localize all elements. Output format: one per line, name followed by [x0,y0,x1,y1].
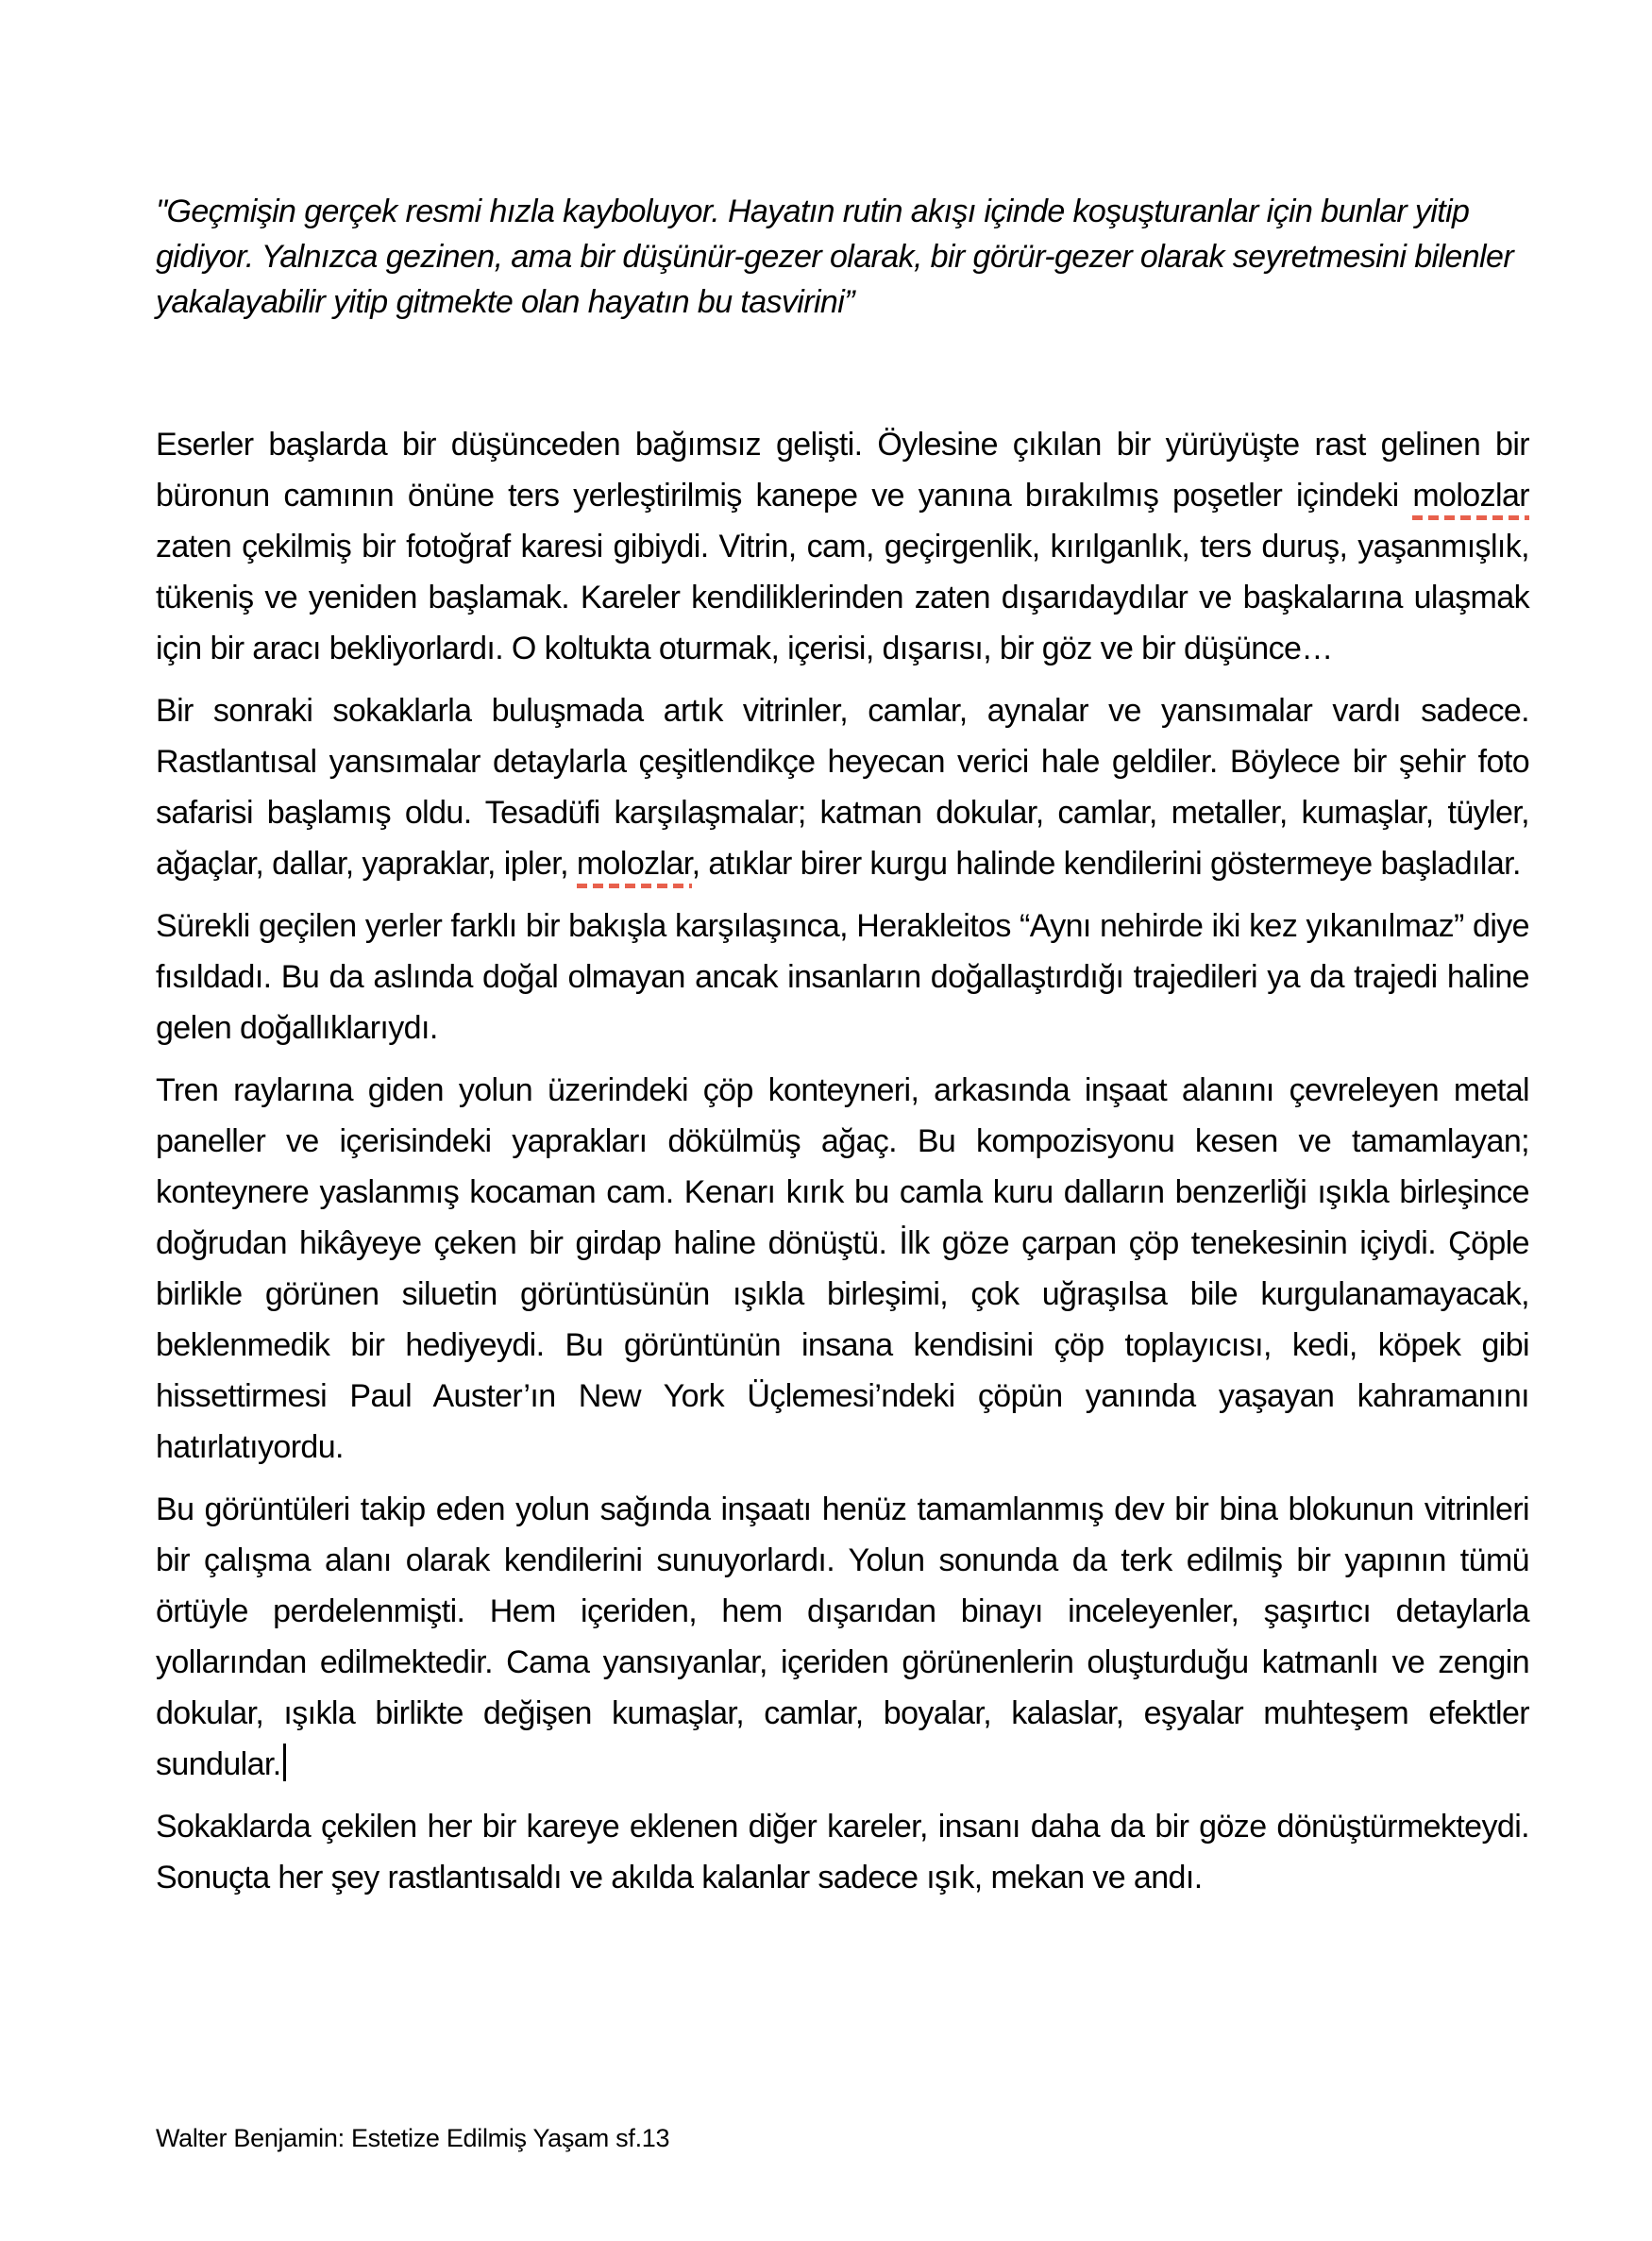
paragraph-4-text: Tren raylarına giden yolun üzerindeki çöp konteyneri, arkasında inşaat alanını çevreleyen metal paneller ve içerisindeki yaprakları dökülmüş ağaç. Bu kompozisyonu kesen ve tamamlayan; konteynere yaslanmış kocaman cam. Kenarı kırık bu camla kuru dalların benzerliği ışıkla birleşince doğrudan hikâyeye çeken bir girdap haline dönüştü. İlk göze çarpan çöp tenekesinin içiydi. Çöple birlikle görünen siluetin görüntüsünün ışıkla birleşimi, çok uğraşılsa bile kurgulanamayacak, beklenmedik bir hediyeydi. Bu görüntünün insana kendisini çöp toplayıcısı, kedi, köpek gibi hissettirmesi Paul Auster’ın New York Üçlemesi’ndeki çöpün yanında yaşayan kahramanını hatırlatıyordu. [156,1072,1529,1465]
paragraph-5[interactable] [156,1484,1529,1790]
footnote-citation[interactable]: Walter Benjamin: Estetize Edilmiş Yaşam sf.13 [156,2124,670,2152]
text-cursor-caret [283,1744,286,1781]
paragraph-2-text-before: Bir sonraki sokaklarla buluşmada artık vitrinler, camlar, aynalar ve yansımalar vardı sadece. Rastlantısal yansımalar detaylarla çeşitlendikçe heyecan verici hale geldiler. Böylece bir şehir foto safarisi başlamış oldu. Tesadüfi karşılaşmalar; katman dokular, camlar, metaller, kumaşlar, tüyler, ağaçlar, dallar, yapraklar, ipler, [156,693,1529,882]
paragraph-1-text-before: Eserler başlarda bir düşünceden bağımsız gelişti. Öylesine çıkılan bir yürüyüşte rast gelinen bir büronun camının önüne ters yerleştirilmiş kanepe ve yanına bırakılmış poşetler içindeki [156,427,1529,514]
paragraph-4[interactable] [156,1065,1529,1473]
paragraph-5-text: Bu görüntüleri takip eden yolun sağında inşaatı henüz tamamlanmış dev bir bina blokunun vitrinleri bir çalışma alanı olarak kendilerini sunuyorlardı. Yolun sonunda da terk edilmiş bir yapının tümü örtüyle perdelenmişti. Hem içeriden, hem dışarıdan binayı inceleyenler, şaşırtıcı detaylarla yollarından edilmektedir. Cama yansıyanlar, içeriden görünenlerin oluşturduğu katmanlı ve zengin dokular, ışıkla birlikte değişen kumaşlar, camlar, boyalar, kalaslar, eşyalar muhteşem efektler sundular. [156,1491,1529,1782]
paragraph-1[interactable] [156,419,1529,674]
paragraph-3-text: Sürekli geçilen yerler farklı bir bakışla karşılaşınca, Herakleitos “Aynı nehirde iki kez yıkanılmaz” diye fısıldadı. Bu da aslında doğal olmayan ancak insanların doğallaştırdığı trajedileri ya da trajedi haline gelen doğallıklarıydı. [156,908,1529,1046]
paragraph-1-text-after: zaten çekilmiş bir fotoğraf karesi gibiydi. Vitrin, cam, geçirgenlik, kırılganlık, ters duruş, yaşanmışlık, tükeniş ve yeniden başlamak. Kareler kendiliklerinden zaten dışarıdaydılar ve başkalarına ulaşmak için bir aracı bekliyorlardı. O koltukta oturmak, içerisi, dışarısı, bir göz ve bir düşünce… [156,529,1529,666]
misspelled-word-molozlar-1[interactable]: molozlar [1412,478,1529,520]
paragraph-6[interactable] [156,1801,1529,1903]
paragraph-2[interactable] [156,685,1529,889]
misspelled-word-molozlar-2[interactable]: molozlar [577,846,692,888]
epigraph-quote[interactable]: "Geçmişin gerçek resmi hızla kayboluyor. Hayatın rutin akışı içinde koşuşturanlar için bunlar yitip gidiyor. Yalnızca gezinen, ama bir düşünür-gezer olarak, bir görür-gezer olarak seyretmesini bilenler yakalayabilir yitip gitmekte olan hayatın bu tasvirini” [156,194,1514,320]
paragraph-6-text: Sokaklarda çekilen her bir kareye eklenen diğer kareler, insanı daha da bir göze dönüştürmekteydi. Sonuçta her şey rastlantısaldı ve akılda kalanlar sadece ışık, mekan ve andı. [156,1809,1529,1896]
paragraph-2-text-after: , atıklar birer kurgu halinde kendilerini göstermeye başladılar. [691,846,1521,882]
paragraph-3[interactable] [156,901,1529,1053]
